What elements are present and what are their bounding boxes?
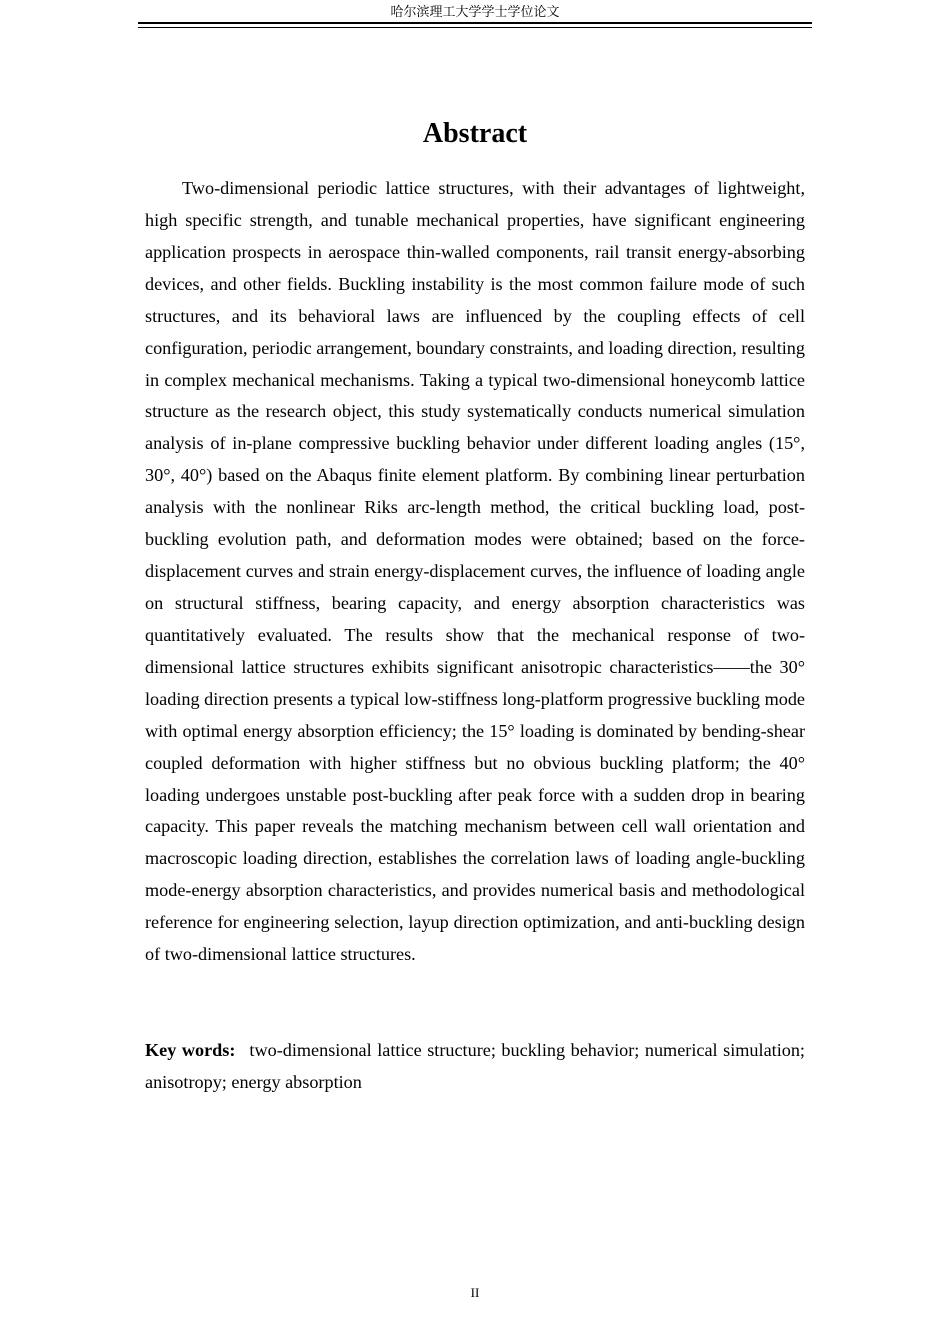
header-rule-thick [138, 22, 812, 24]
keywords-label: Key words: [145, 1040, 236, 1060]
abstract-body: Two-dimensional periodic lattice structures, with their advantages of lightweight, high specific strength, and tunable mechanical properties, have significant engineering application prospects in aerospace thin-walled components, rail transit energy-absorbing devices, and other fields. Buckling instability is the most common failure mode of such structures, and its behavioral laws are influenced by the coupling effects of cell configuration, periodic arrangement, boundary constraints, and loading direction, resulting in complex mechanical mechanisms. Taking a typical two-dimensional honeycomb lattice structure as the research object, this study systematically conducts numerical simulation analysis of in-plane compressive buckling behavior under different loading angles (15°, 30°, 40°) based on the Abaqus finite element platform. By combining linear perturbation analysis with the nonlinear Riks arc-length method, the critical buckling load, post-buckling evolution path, and deformation modes were obtained; based on the force-displacement curves and strain energy-displacement curves, the influence of loading angle on structural stiffness, bearing capacity, and energy absorption characteristics was quantitatively evaluated. The results show that the mechanical response of two-dimensional lattice structures exhibits significant anisotropic characteristics——the 30° loading direction presents a typical low-stiffness long-platform progressive buckling mode with optimal energy absorption efficiency; the 15° loading is dominated by bending-shear coupled deformation with higher stiffness but no obvious buckling platform; the 40° loading undergoes unstable post-buckling after peak force with a sudden drop in bearing capacity. This paper reveals the matching mechanism between cell wall orientation and macroscopic loading direction, establishes the correlation laws of loading angle-buckling mode-energy absorption characteristics, and provides numerical basis and methodological reference for engineering selection, layup direction optimization, and anti-buckling design of two-dimensional lattice structures. [145, 178, 805, 965]
keywords-paragraph [145, 1035, 805, 1099]
header-rule-thin [138, 27, 812, 28]
running-header: 哈尔滨理工大学学士学位论文 [390, 5, 560, 20]
keywords-text: two-dimensional lattice structure; buckling behavior; numerical simulation; anisotropy; energy absorption [145, 1040, 805, 1092]
abstract-title: Abstract [422, 118, 528, 149]
page-number: II [470, 1285, 480, 1300]
